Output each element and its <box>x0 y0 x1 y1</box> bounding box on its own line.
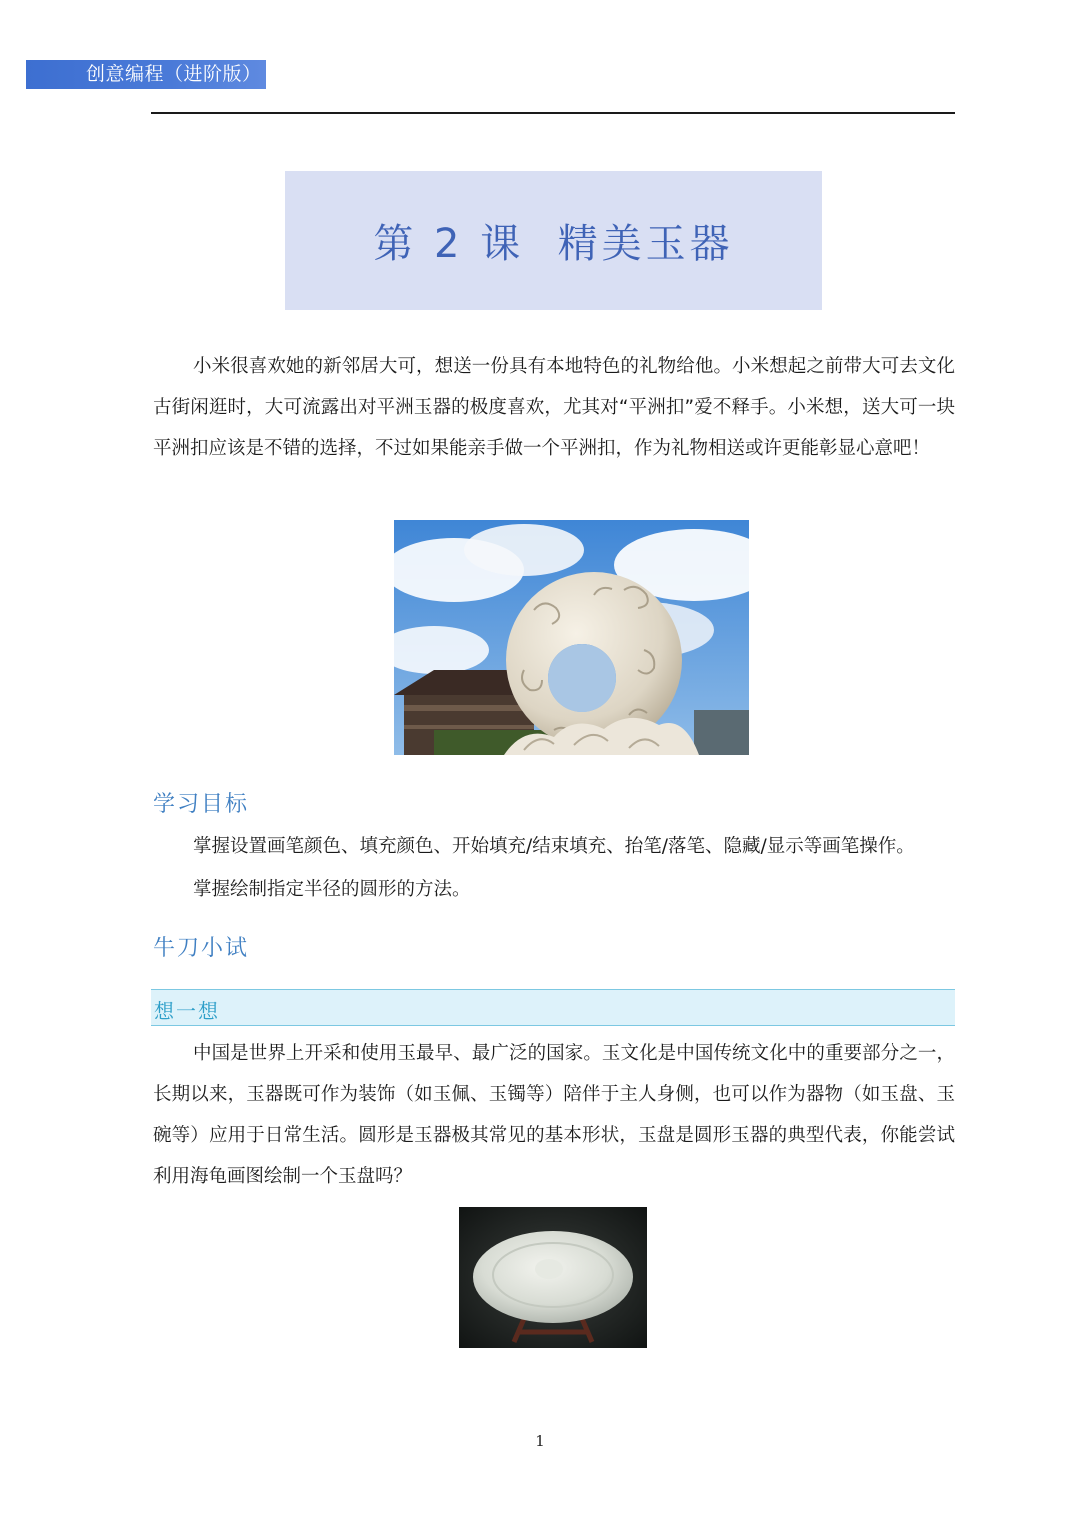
jade-plate-photo <box>459 1207 647 1348</box>
think-paragraph: 中国是世界上开采和使用玉最早、最广泛的国家。玉文化是中国传统文化中的重要部分之一，长期以来，玉器既可作为装饰（如玉佩、玉镯等）陪伴于主人身侧，也可以作为器物（如玉盘、玉碗等）应用于日常生活。圆形是玉器极其常见的基本形状，玉盘是圆形玉器的典型代表，你能尝试利用海龟画图绘制一个玉盘吗？ <box>153 1043 955 1187</box>
think-section-bar <box>151 989 955 1026</box>
jade-ring-photo <box>394 520 749 755</box>
lesson-title-box <box>285 171 822 310</box>
page-number: 1 <box>535 1432 545 1450</box>
book-title: 创意编程（进阶版） <box>86 63 262 85</box>
think-label: 想一想 <box>154 999 220 1023</box>
learning-goals-heading: 学习目标 <box>153 792 250 817</box>
header-divider <box>151 112 955 114</box>
lesson-title: 第 2 课 精美玉器 <box>373 221 734 267</box>
intro-paragraph: 小米很喜欢她的新邻居大可，想送一份具有本地特色的礼物给他。小米想起之前带大可去文化古街闲逛时，大可流露出对平洲玉器的极度喜欢，尤其对“平洲扣”爱不释手。小米想，送大可一块平洲扣应该是不错的选择，不过如果能亲手做一个平洲扣，作为礼物相送或许更能彰显心意吧！ <box>153 356 955 459</box>
goal-item: 掌握绘制指定半径的圆形的方法。 <box>193 879 471 900</box>
goal-item: 掌握设置画笔颜色、填充颜色、开始填充/结束填充、抬笔/落笔、隐藏/显示等画笔操作。 <box>193 836 915 857</box>
try-it-heading: 牛刀小试 <box>153 936 250 961</box>
book-title-tag <box>26 60 266 89</box>
